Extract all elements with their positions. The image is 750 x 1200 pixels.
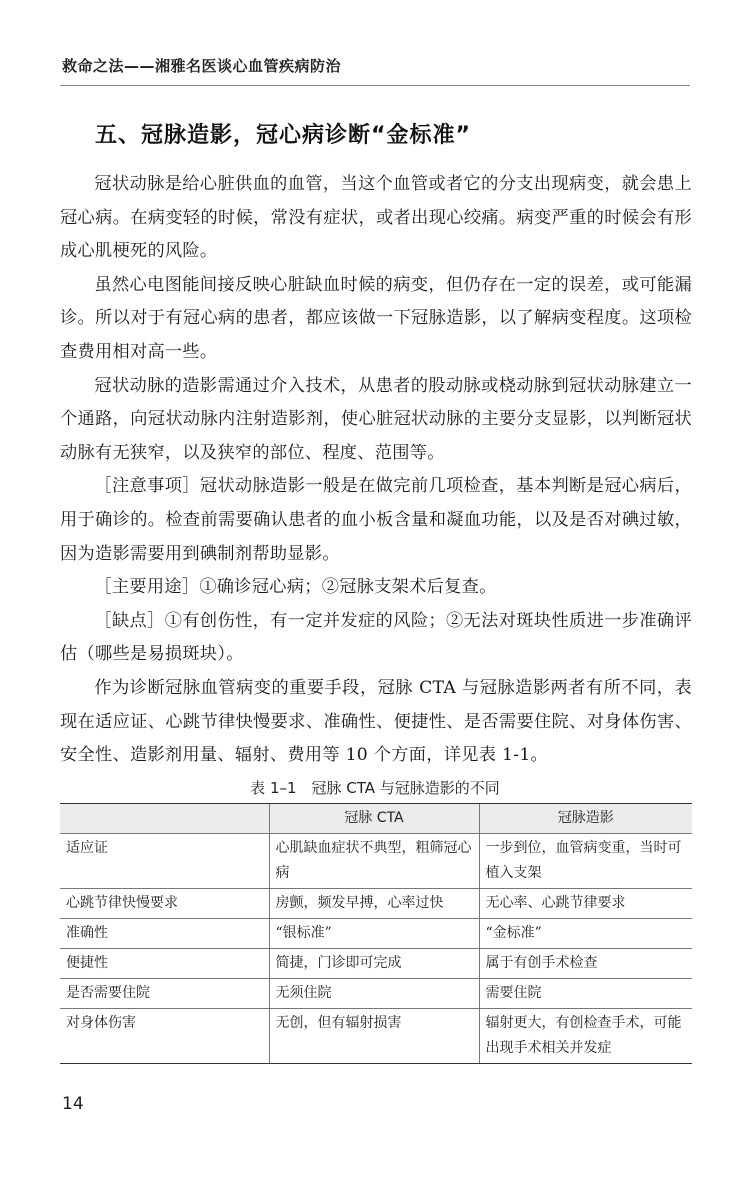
table-cell: 需要住院 (479, 979, 692, 1009)
table-caption: 表 1–1 冠脉 CTA 与冠脉造影的不同 (250, 779, 500, 797)
table-header-cell: 冠脉 CTA (269, 804, 479, 834)
table-cell: 无创，但有辐射损害 (269, 1009, 479, 1064)
table-row (60, 1009, 692, 1064)
table-row (60, 834, 692, 889)
table-cell: 是否需要住院 (60, 979, 269, 1009)
header-divider (60, 85, 690, 86)
paragraph: ［注意事项］冠状动脉造影一般是在做完前几项检查，基本判断是冠心病后，用于确诊的。检查前需要确认患者的血小板含量和凝血功能，以及是否对碘过敏，因为造影需要用到碘制剂帮助显影。 (60, 476, 692, 564)
table-cell: 辐射更大，有创检查手术，可能出现手术相关并发症 (479, 1009, 692, 1064)
table-cell: 房颤，频发早搏，心率过快 (269, 889, 479, 919)
table-cell: 简捷，门诊即可完成 (269, 949, 479, 979)
table-cell: 准确性 (60, 919, 269, 949)
table-row (60, 889, 692, 919)
table-header-row (60, 804, 692, 834)
table-cell: 心跳节律快慢要求 (60, 889, 269, 919)
paragraph: ［缺点］①有创伤性，有一定并发症的风险；②无法对斑块性质进一步准确评估（哪些是易损斑块）。 (60, 610, 692, 665)
table-header-cell (60, 804, 269, 834)
comparison-table (60, 803, 692, 1064)
paragraph: 冠状动脉是给心脏供血的血管，当这个血管或者它的分支出现病变，就会患上冠心病。在病变轻的时候，常没有症状，或者出现心绞痛。病变严重的时候会有形成心肌梗死的风险。 (60, 174, 692, 262)
paragraph: 作为诊断冠脉血管病变的重要手段，冠脉 CTA 与冠脉造影两者有所不同，表现在适应证、心跳节律快慢要求、准确性、便捷性、是否需要住院、对身体伤害、安全性、造影剂用量、辐射、费用等 10 个方面，详见表 1-1。 (60, 677, 692, 766)
body-text (60, 168, 692, 773)
table-cell: 一步到位，血管病变重，当时可植入支架 (479, 834, 692, 889)
table-row (60, 949, 692, 979)
paragraph: 虽然心电图能间接反映心脏缺血时候的病变，但仍存在一定的误差，或可能漏诊。所以对于有冠心病的患者，都应该做一下冠脉造影，以了解病变程度。这项检查费用相对高一些。 (60, 274, 692, 362)
table-row (60, 979, 692, 1009)
table-row (60, 919, 692, 949)
table-cell: 适应证 (60, 834, 269, 889)
table-cell: 无须住院 (269, 979, 479, 1009)
table-cell: “银标准” (269, 919, 479, 949)
table-cell: 无心率、心跳节律要求 (479, 889, 692, 919)
table-cell: 属于有创手术检查 (479, 949, 692, 979)
section-title: 五、冠脉造影，冠心病诊断“金标准” (95, 123, 471, 148)
paragraph: ［主要用途］①确诊冠心病；②冠脉支架术后复查。 (94, 577, 497, 598)
running-header: 救命之法——湘雅名医谈心血管疾病防治 (62, 57, 342, 75)
table-cell: 便捷性 (60, 949, 269, 979)
paragraph: 冠状动脉的造影需通过介入技术，从患者的股动脉或桡动脉到冠状动脉建立一个通路，向冠状动脉内注射造影剂，使心脏冠状动脉的主要分支显影，以判断冠状动脉有无狭窄，以及狭窄的部位、程度、范围等。 (60, 375, 692, 463)
page-number: 14 (62, 1094, 84, 1114)
table-cell: 对身体伤害 (60, 1009, 269, 1064)
table-cell: “金标准” (479, 919, 692, 949)
table-cell: 心肌缺血症状不典型，粗筛冠心病 (269, 834, 479, 889)
table-header-cell: 冠脉造影 (479, 804, 692, 834)
